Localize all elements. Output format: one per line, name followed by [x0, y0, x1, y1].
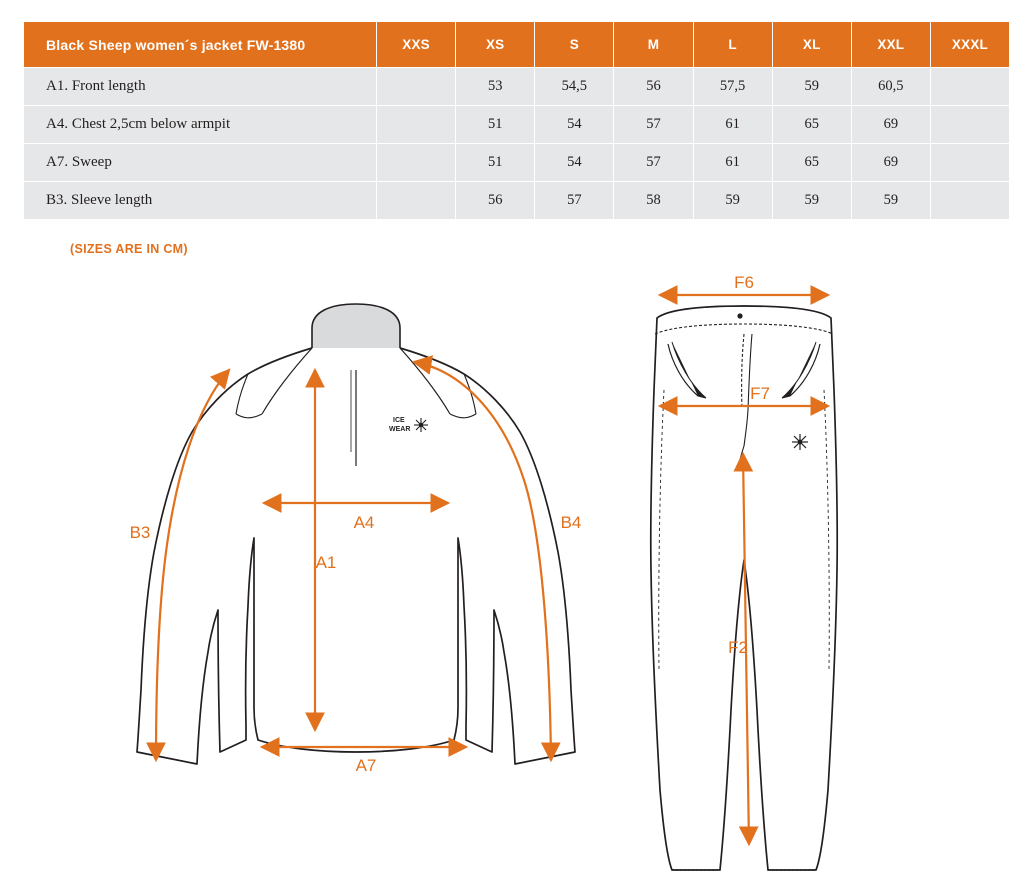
row-label-a4: A4. Chest 2,5cm below armpit [24, 106, 377, 144]
measure-label-f2: F2 [728, 638, 748, 657]
cell-a1-xxxl [930, 68, 1009, 106]
jacket-logo-icon [414, 418, 428, 432]
column-header-xxs: XXS [377, 22, 456, 68]
cell-a1-xl: 59 [772, 68, 851, 106]
table-row [24, 106, 1010, 144]
column-header-l: L [693, 22, 772, 68]
table-header-row [24, 22, 1010, 68]
cell-a4-xxs [377, 106, 456, 144]
pants-logo-icon [792, 434, 808, 450]
cell-a1-m: 56 [614, 68, 693, 106]
measure-label-b3: B3 [129, 523, 151, 542]
cell-a4-l: 61 [693, 106, 772, 144]
column-header-xxl: XXL [851, 22, 930, 68]
cell-a7-xxxl [930, 144, 1009, 182]
cell-b3-xxl: 59 [851, 182, 930, 220]
cell-a4-xxxl [930, 106, 1009, 144]
cell-a4-xs: 51 [456, 106, 535, 144]
cell-a4-m: 57 [614, 106, 693, 144]
cell-a7-m: 57 [614, 144, 693, 182]
cell-b3-s: 57 [535, 182, 614, 220]
sizes-unit-note: (SIZES ARE IN CM) [70, 242, 188, 256]
cell-b3-xs: 56 [456, 182, 535, 220]
pants-illustration [651, 273, 838, 870]
column-header-xxxl: XXXL [930, 22, 1009, 68]
table-header [24, 22, 1010, 68]
cell-b3-xxxl [930, 182, 1009, 220]
measure-label-a7: A7 [355, 756, 377, 775]
column-header-xs: XS [456, 22, 535, 68]
cell-a1-s: 54,5 [535, 68, 614, 106]
column-header-s: S [535, 22, 614, 68]
row-label-a1: A1. Front length [24, 68, 377, 106]
cell-a4-s: 54 [535, 106, 614, 144]
column-header-xl: XL [772, 22, 851, 68]
measure-label-a1: A1 [315, 553, 337, 572]
garment-measurement-diagrams [0, 270, 1033, 888]
cell-a7-xs: 51 [456, 144, 535, 182]
cell-a7-s: 54 [535, 144, 614, 182]
cell-a7-l: 61 [693, 144, 772, 182]
cell-a1-l: 57,5 [693, 68, 772, 106]
table-row [24, 68, 1010, 106]
cell-b3-xxs [377, 182, 456, 220]
jacket-illustration [130, 304, 582, 775]
table-title-cell: Black Sheep women´s jacket FW-1380 [24, 22, 377, 68]
table-body [24, 68, 1010, 220]
cell-b3-m: 58 [614, 182, 693, 220]
table-row [24, 144, 1010, 182]
cell-a7-xxs [377, 144, 456, 182]
cell-a1-xxs [377, 68, 456, 106]
row-label-a7: A7. Sweep [24, 144, 377, 182]
column-header-m: M [614, 22, 693, 68]
jacket-brand-line1: ICE [393, 417, 405, 424]
jacket-brand-line2: WEAR [389, 426, 411, 433]
cell-a7-xl: 65 [772, 144, 851, 182]
cell-a1-xxl: 60,5 [851, 68, 930, 106]
measure-label-a4: A4 [353, 513, 375, 532]
size-chart-table [23, 21, 1010, 220]
measure-label-f6: F6 [734, 273, 754, 292]
cell-a4-xl: 65 [772, 106, 851, 144]
measure-label-b4: B4 [560, 513, 582, 532]
cell-a4-xxl: 69 [851, 106, 930, 144]
cell-b3-l: 59 [693, 182, 772, 220]
cell-b3-xl: 59 [772, 182, 851, 220]
table-row [24, 182, 1010, 220]
cell-a1-xs: 53 [456, 68, 535, 106]
size-chart-table-container [23, 21, 1010, 220]
measure-label-f7: F7 [750, 384, 770, 403]
cell-a7-xxl: 69 [851, 144, 930, 182]
row-label-b3: B3. Sleeve length [24, 182, 377, 220]
